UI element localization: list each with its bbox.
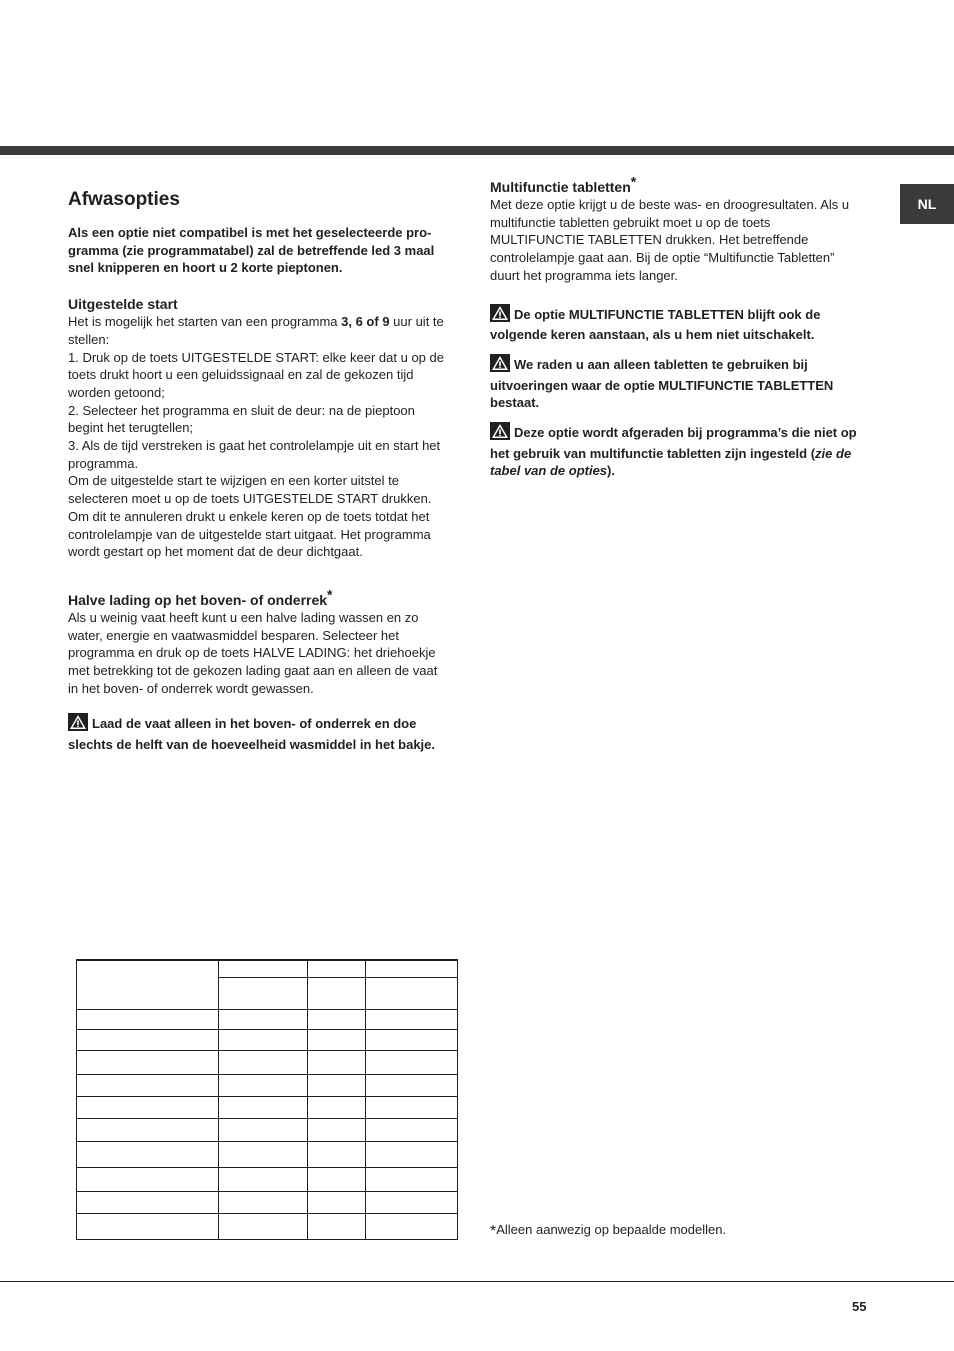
table-cell (308, 1074, 366, 1096)
bottom-rule (0, 1281, 954, 1282)
half-load-body: Als u weinig vaat heeft kunt u een halve lading wassen en zo water, energie en vaatwasmiddel besparen. Selecteer het programma en druk op de toets HALVE LADING: het driehoekje met betrekking tot de gekozen lading gaat aan en alleen de vaat in het boven- of onderrek wordt gewassen. (68, 609, 438, 696)
table-cell (308, 1191, 366, 1213)
table-cell (308, 1009, 366, 1029)
table-cell (366, 1050, 458, 1074)
multifunction-warning-1: De optie MULTIFUNCTIE TABLETTEN blijft ook de volgende keren aanstaan, als u hem niet uitschakelt. (490, 304, 860, 344)
asterisk-mark: * (630, 173, 637, 190)
warning-icon (68, 713, 88, 736)
table-row (77, 1118, 458, 1141)
delayed-start-cancel: Om dit te annuleren drukt u enkele keren op de toets totdat het controlelampje van de uitgestelde start uitgaat. Het programma wordt gestart op het moment dat de deur dichtgaat. (68, 508, 431, 560)
table-cell (77, 1213, 219, 1239)
table-row (77, 960, 458, 977)
table-cell (218, 1096, 308, 1118)
table-cell (308, 977, 366, 1009)
table-cell (77, 1009, 219, 1029)
page-title: Afwasopties (68, 189, 180, 210)
table-cell (308, 1141, 366, 1167)
table-row (77, 1096, 458, 1118)
table-cell (308, 1118, 366, 1141)
multifunction-warning-3: Deze optie wordt afgeraden bij programma’s die niet op het gebruik van multifunctie tabletten zijn ingesteld (zie de tabel van de opties). (490, 422, 860, 480)
half-load-warning: Laad de vaat alleen in het boven- of onderrek en doe slechts de helft van de hoeveelheid wasmiddel in het bakje. (68, 713, 448, 753)
warning-icon (490, 354, 510, 377)
left-column (68, 188, 448, 754)
table-cell (218, 1074, 308, 1096)
table-cell (366, 1029, 458, 1050)
asterisk-mark: * (327, 586, 333, 603)
multifunction-body: Met deze optie krijgt u de beste was- en droogresultaten. Als u multifunctie tabletten gebruikt moet u op de toets MULTIFUNCTIE TABLETTEN drukken. Het betreffende controlelampje gaat aan. Bij de optie “Multifunctie Tabletten” duurt het programma iets langer. (490, 197, 850, 283)
multifunction-heading: Multifunctie tabletten* (490, 173, 637, 195)
table-row (77, 1191, 458, 1213)
table-cell (77, 1141, 219, 1167)
footnote: *Alleen aanwezig op bepaalde modellen. (490, 1222, 727, 1240)
table-cell (218, 1213, 308, 1239)
table-row (77, 1050, 458, 1074)
asterisk-mark: * (490, 1223, 497, 1240)
table-cell (366, 1009, 458, 1029)
table-row (77, 1074, 458, 1096)
table-cell (308, 1050, 366, 1074)
right-column (490, 173, 860, 480)
table-cell (218, 960, 308, 977)
table-cell (218, 1141, 308, 1167)
table-row (77, 1167, 458, 1191)
table-cell (77, 1074, 219, 1096)
page-number: 55 (852, 1299, 867, 1314)
language-tab: NL (900, 184, 954, 224)
table-cell (366, 1074, 458, 1096)
table-cell (77, 1118, 219, 1141)
table-cell (77, 1167, 219, 1191)
table-cell (218, 1050, 308, 1074)
table-cell (308, 1213, 366, 1239)
table-cell (308, 1029, 366, 1050)
top-bar (0, 146, 954, 155)
table-cell (218, 1191, 308, 1213)
options-table (76, 959, 458, 1240)
table-cell (366, 1096, 458, 1118)
delayed-start-step-2: 2. Selecteer het programma en sluit de deur: na de pieptoon begint het terugtellen; (68, 402, 415, 436)
warning-icon (490, 422, 510, 445)
table-cell (366, 1118, 458, 1141)
table-cell (218, 1009, 308, 1029)
multifunction-warning-2: We raden u aan alleen tabletten te gebruiken bij uitvoeringen waar de optie MULTIFUNCTIE TABLETTEN bestaat. (490, 354, 860, 412)
table-row (77, 1213, 458, 1239)
delayed-start-heading: Uitgestelde start (68, 296, 178, 313)
table-cell (308, 960, 366, 977)
table-cell (218, 1118, 308, 1141)
table-cell (77, 1050, 219, 1074)
table-cell (77, 1029, 219, 1050)
table-row (77, 1141, 458, 1167)
table-cell (218, 977, 308, 1009)
table-cell (308, 1167, 366, 1191)
table-cell (366, 1141, 458, 1167)
table-cell (366, 1191, 458, 1213)
table-cell (366, 1167, 458, 1191)
half-load-heading: Halve lading op het boven- of onderrek* (68, 586, 333, 608)
table-cell (366, 960, 458, 977)
table-cell (77, 1191, 219, 1213)
table-row (77, 1029, 458, 1050)
delayed-start-intro: Het is mogelijk het starten van een programma 3, 6 of 9 uur uit te stellen: (68, 314, 444, 347)
table-cell (218, 1029, 308, 1050)
delayed-start-step-3: 3. Als de tijd verstreken is gaat het controlelampje uit en start het programma. (68, 438, 441, 471)
table-cell (77, 960, 219, 1009)
table-cell (366, 977, 458, 1009)
table-cell (366, 1213, 458, 1239)
delayed-start-step-1: 1. Druk op de toets UITGESTELDE START: elke keer dat u op de toets drukt hoort u een geluidssignaal en zal de gekozen tijd worden getoond; (68, 349, 444, 400)
table-cell (77, 1096, 219, 1118)
table-cell (218, 1167, 308, 1191)
intro-text: Als een optie niet compatibel is met het geselecteerde pro-gramma (zie programmatabel) zal de betreffende led 3 maal snel knipperen en hoort u 2 korte pieptonen. (68, 225, 435, 276)
warning-icon (490, 304, 510, 327)
table-row (77, 1009, 458, 1029)
delayed-start-change: Om de uitgestelde start te wijzigen en een korter uitstel te selecteren moet u op de toets UITGESTELDE START drukken. (68, 473, 432, 507)
table-cell (308, 1096, 366, 1118)
